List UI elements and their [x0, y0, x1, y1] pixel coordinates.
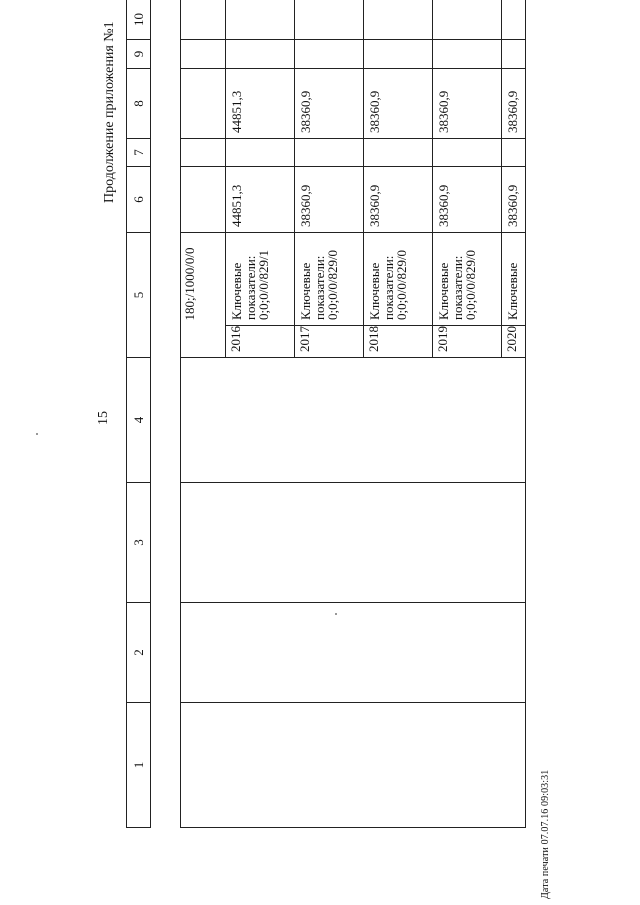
table-cell	[181, 167, 226, 233]
year-cell: 2019	[433, 326, 502, 358]
table-cell	[181, 139, 226, 167]
value-cell: 38360,9	[295, 69, 364, 139]
value-cell: 44851,3	[226, 69, 295, 139]
value-cell: 38360,9	[502, 69, 526, 139]
value-cell	[364, 139, 433, 167]
column-number: 4	[127, 358, 151, 483]
indicator-cell: Ключевые показатели: 0;0;0/0/829/0	[364, 233, 433, 326]
value-cell	[502, 139, 526, 167]
value-cell	[433, 0, 502, 40]
column-number: 8	[127, 69, 151, 139]
value-cell	[226, 139, 295, 167]
year-cell: 2020	[502, 326, 526, 358]
indicator-cell: Ключевые	[502, 233, 526, 326]
value-cell: 38360,9	[433, 167, 502, 233]
column-number: 9	[127, 40, 151, 69]
value-cell	[502, 0, 526, 40]
print-date: Дата печати 07.07.16 09:03:31	[540, 769, 551, 899]
value-cell: 38360,9	[364, 69, 433, 139]
column-number: 2	[127, 603, 151, 703]
table-cell	[181, 40, 226, 69]
value-cell	[295, 40, 364, 69]
column-number: 1	[127, 703, 151, 828]
year-cell: 2018	[364, 326, 433, 358]
value-cell	[226, 0, 295, 40]
column-number-header	[126, 0, 151, 828]
table-cell	[181, 603, 526, 703]
value-cell	[295, 139, 364, 167]
indicator-cell: Ключевые показатели: 0;0;0/0/829/1	[226, 233, 295, 326]
table-cell	[181, 326, 226, 358]
appendix-title: Продолжение приложения №1	[102, 21, 117, 203]
value-cell: 38360,9	[295, 167, 364, 233]
value-cell	[433, 40, 502, 69]
table-cell	[181, 69, 226, 139]
value-cell: 38360,9	[364, 167, 433, 233]
table-cell	[181, 483, 526, 603]
value-cell: 38360,9	[433, 69, 502, 139]
value-cell: 38360,9	[502, 167, 526, 233]
column-number: 5	[127, 233, 151, 358]
value-cell	[364, 40, 433, 69]
value-cell	[226, 40, 295, 69]
indicator-cell: Ключевые показатели: 0;0;0/0/829/0	[295, 233, 364, 326]
table-cell	[181, 0, 226, 40]
year-cell: 2016	[226, 326, 295, 358]
column-number: 3	[127, 483, 151, 603]
value-cell	[433, 139, 502, 167]
indicator-cell: Ключевые показатели: 0;0;0/0/829/0	[433, 233, 502, 326]
note-row	[181, 0, 226, 828]
scan-speck	[335, 613, 337, 615]
page-number: 15	[96, 411, 111, 425]
column-number-row	[127, 0, 151, 828]
table-cell	[181, 703, 526, 828]
column-number: 6	[127, 167, 151, 233]
scan-speck	[36, 433, 38, 435]
year-cell: 2017	[295, 326, 364, 358]
data-table	[180, 0, 526, 828]
note-cell: 180;/1000/0/0	[181, 233, 226, 326]
column-number: 10	[127, 0, 151, 40]
table-cell	[181, 358, 526, 483]
value-cell	[295, 0, 364, 40]
value-cell	[502, 40, 526, 69]
value-cell: 44851,3	[226, 167, 295, 233]
value-cell	[364, 0, 433, 40]
column-number: 7	[127, 139, 151, 167]
